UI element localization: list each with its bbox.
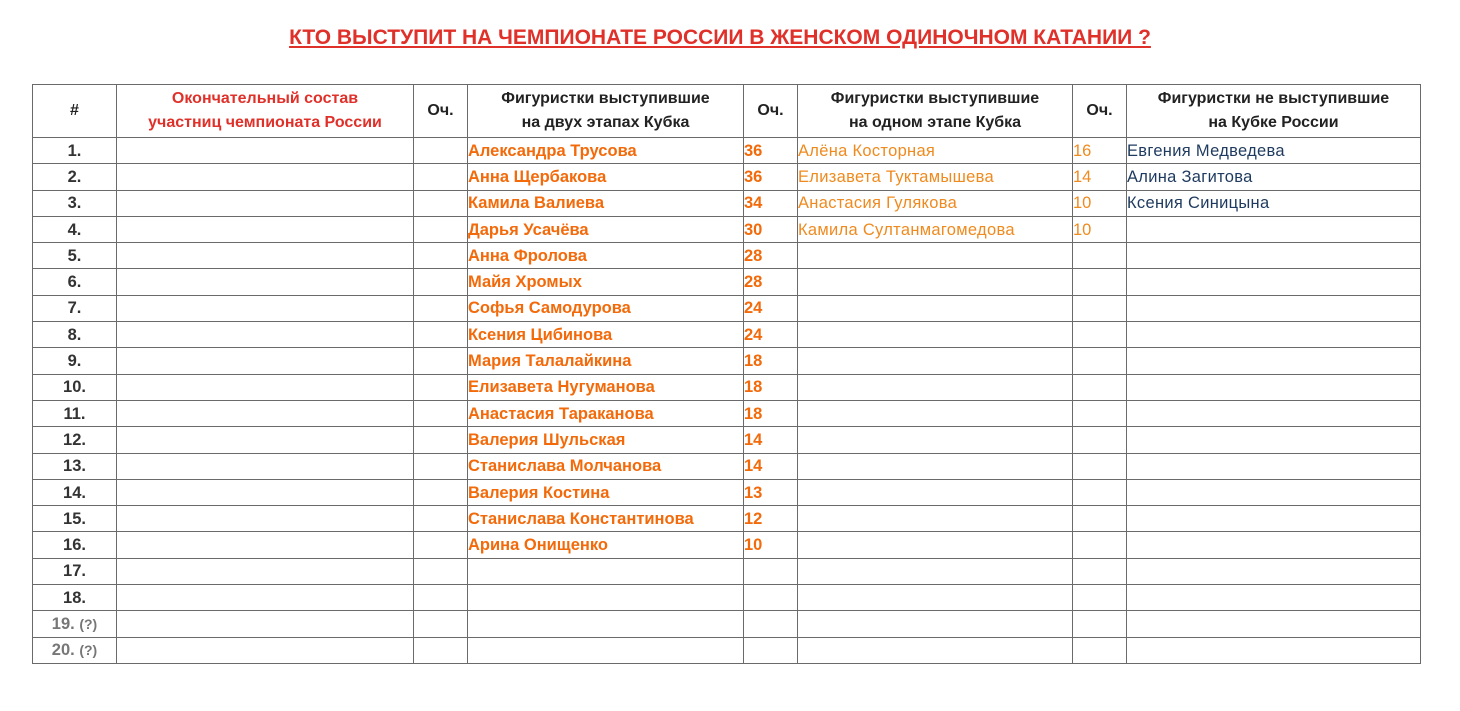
- one-stage-skater: [798, 453, 1073, 479]
- not-performed-skater: [1127, 611, 1421, 637]
- two-stages-skater: Арина Онищенко: [468, 532, 744, 558]
- table-row: [33, 374, 1421, 400]
- two-stages-skater: Камила Валиева: [468, 190, 744, 216]
- one-stage-score: [1073, 558, 1127, 584]
- header-one-stage: [798, 85, 1073, 138]
- two-stages-score: 12: [744, 506, 798, 532]
- final-score-cell: [414, 216, 468, 242]
- table-row: [33, 427, 1421, 453]
- one-stage-skater: [798, 243, 1073, 269]
- table-row: [33, 400, 1421, 426]
- not-performed-skater: Евгения Медведева: [1127, 138, 1421, 164]
- two-stages-score: [744, 585, 798, 611]
- not-performed-skater: [1127, 295, 1421, 321]
- row-number: [33, 164, 117, 190]
- row-number: [33, 190, 117, 216]
- one-stage-skater: [798, 611, 1073, 637]
- final-roster-cell: [117, 585, 414, 611]
- one-stage-score: 16: [1073, 138, 1127, 164]
- row-number-label: 8.: [67, 325, 82, 344]
- final-score-cell: [414, 427, 468, 453]
- final-roster-cell: [117, 532, 414, 558]
- final-score-cell: [414, 479, 468, 505]
- two-stages-skater: Анна Щербакова: [468, 164, 744, 190]
- table-row: [33, 322, 1421, 348]
- header-two-line1: Фигуристки выступившие: [501, 90, 710, 107]
- final-roster-cell: [117, 427, 414, 453]
- final-roster-cell: [117, 138, 414, 164]
- not-performed-skater: Алина Загитова: [1127, 164, 1421, 190]
- table-row: [33, 637, 1421, 663]
- one-stage-score: [1073, 322, 1127, 348]
- final-roster-cell: [117, 243, 414, 269]
- row-number-label: 4.: [67, 220, 82, 239]
- header-num-label: #: [70, 102, 79, 119]
- row-number: [33, 479, 117, 505]
- row-number: [33, 427, 117, 453]
- table-row: [33, 295, 1421, 321]
- final-score-cell: [414, 453, 468, 479]
- one-stage-score: [1073, 295, 1127, 321]
- two-stages-skater: Майя Хромых: [468, 269, 744, 295]
- final-roster-cell: [117, 295, 414, 321]
- final-roster-cell: [117, 164, 414, 190]
- not-performed-skater: [1127, 374, 1421, 400]
- two-stages-skater: [468, 558, 744, 584]
- table-row: [33, 479, 1421, 505]
- one-stage-skater: [798, 479, 1073, 505]
- one-stage-score: [1073, 506, 1127, 532]
- one-stage-score: [1073, 453, 1127, 479]
- header-two-stages: [468, 85, 744, 138]
- two-stages-skater: Елизавета Нугуманова: [468, 374, 744, 400]
- one-stage-skater: Анастасия Гулякова: [798, 190, 1073, 216]
- row-number: [33, 216, 117, 242]
- one-stage-skater: [798, 400, 1073, 426]
- table-row: [33, 453, 1421, 479]
- header-score-label: Оч.: [757, 102, 784, 119]
- header-final-line1: Окончательный состав: [171, 90, 359, 107]
- not-performed-skater: [1127, 400, 1421, 426]
- not-performed-skater: [1127, 637, 1421, 663]
- two-stages-score: 14: [744, 427, 798, 453]
- final-roster-cell: [117, 558, 414, 584]
- two-stages-skater: Мария Талалайкина: [468, 348, 744, 374]
- table-row: [33, 585, 1421, 611]
- final-roster-cell: [117, 637, 414, 663]
- two-stages-score: [744, 558, 798, 584]
- final-score-cell: [414, 164, 468, 190]
- not-performed-skater: [1127, 558, 1421, 584]
- one-stage-score: 10: [1073, 216, 1127, 242]
- row-number: [33, 637, 117, 663]
- two-stages-skater: Валерия Шульская: [468, 427, 744, 453]
- header-final-roster: [117, 85, 414, 138]
- row-number-label: 7.: [67, 299, 82, 318]
- row-number-label: 6.: [67, 273, 82, 292]
- one-stage-skater: [798, 269, 1073, 295]
- one-stage-score: [1073, 269, 1127, 295]
- one-stage-score: [1073, 374, 1127, 400]
- final-score-cell: [414, 243, 468, 269]
- row-number: [33, 611, 117, 637]
- row-number: [33, 243, 117, 269]
- header-score-label: Оч.: [427, 102, 454, 119]
- two-stages-skater: Анна Фролова: [468, 243, 744, 269]
- row-number: [33, 506, 117, 532]
- one-stage-score: [1073, 637, 1127, 663]
- final-score-cell: [414, 400, 468, 426]
- header-score-label: Оч.: [1086, 102, 1113, 119]
- two-stages-score: 36: [744, 164, 798, 190]
- header-none-line1: Фигуристки не выступившие: [1157, 90, 1390, 107]
- not-performed-skater: [1127, 585, 1421, 611]
- one-stage-score: [1073, 243, 1127, 269]
- two-stages-skater: Софья Самодурова: [468, 295, 744, 321]
- table-row: [33, 216, 1421, 242]
- row-number-qualifier: (?): [79, 615, 98, 632]
- two-stages-skater: Александра Трусова: [468, 138, 744, 164]
- final-score-cell: [414, 269, 468, 295]
- header-score-one: [1073, 85, 1127, 138]
- row-number-label: 19.: [51, 614, 75, 633]
- row-number: [33, 374, 117, 400]
- two-stages-score: 13: [744, 479, 798, 505]
- final-score-cell: [414, 611, 468, 637]
- two-stages-skater: Станислава Молчанова: [468, 453, 744, 479]
- one-stage-score: [1073, 348, 1127, 374]
- row-number: [33, 295, 117, 321]
- one-stage-skater: [798, 322, 1073, 348]
- table-row: [33, 164, 1421, 190]
- final-roster-cell: [117, 374, 414, 400]
- two-stages-score: 30: [744, 216, 798, 242]
- two-stages-skater: Валерия Костина: [468, 479, 744, 505]
- one-stage-skater: Камила Султанмагомедова: [798, 216, 1073, 242]
- one-stage-score: 10: [1073, 190, 1127, 216]
- not-performed-skater: [1127, 269, 1421, 295]
- row-number-label: 17.: [63, 562, 86, 581]
- header-two-line2: на двух этапах Кубка: [521, 114, 690, 131]
- table-row: [33, 611, 1421, 637]
- two-stages-skater: [468, 637, 744, 663]
- two-stages-score: 24: [744, 322, 798, 348]
- final-roster-cell: [117, 479, 414, 505]
- final-score-cell: [414, 585, 468, 611]
- one-stage-skater: [798, 374, 1073, 400]
- table-row: [33, 532, 1421, 558]
- row-number-qualifier: (?): [79, 642, 98, 659]
- final-score-cell: [414, 532, 468, 558]
- two-stages-skater: [468, 611, 744, 637]
- one-stage-score: [1073, 585, 1127, 611]
- not-performed-skater: [1127, 532, 1421, 558]
- two-stages-score: 24: [744, 295, 798, 321]
- row-number-label: 20.: [51, 641, 75, 660]
- row-number: [33, 453, 117, 479]
- row-number: [33, 348, 117, 374]
- row-number-label: 12.: [63, 430, 86, 449]
- two-stages-score: 18: [744, 348, 798, 374]
- not-performed-skater: [1127, 322, 1421, 348]
- one-stage-skater: [798, 585, 1073, 611]
- row-number-label: 15.: [63, 509, 86, 528]
- row-number: [33, 138, 117, 164]
- row-number-label: 14.: [63, 483, 86, 502]
- not-performed-skater: [1127, 243, 1421, 269]
- two-stages-score: 28: [744, 269, 798, 295]
- row-number-label: 1.: [67, 141, 82, 160]
- row-number-label: 2.: [67, 167, 82, 186]
- final-roster-cell: [117, 216, 414, 242]
- final-score-cell: [414, 295, 468, 321]
- table-row: [33, 243, 1421, 269]
- header-one-line1: Фигуристки выступившие: [830, 90, 1040, 107]
- two-stages-skater: Станислава Константинова: [468, 506, 744, 532]
- two-stages-score: [744, 637, 798, 663]
- final-score-cell: [414, 348, 468, 374]
- table-header-row: [33, 85, 1421, 138]
- one-stage-skater: [798, 558, 1073, 584]
- one-stage-score: 14: [1073, 164, 1127, 190]
- two-stages-skater: [468, 585, 744, 611]
- one-stage-skater: [798, 506, 1073, 532]
- row-number: [33, 532, 117, 558]
- one-stage-skater: [798, 295, 1073, 321]
- not-performed-skater: [1127, 348, 1421, 374]
- not-performed-skater: [1127, 506, 1421, 532]
- not-performed-skater: [1127, 453, 1421, 479]
- final-score-cell: [414, 637, 468, 663]
- row-number-label: 16.: [63, 536, 86, 555]
- two-stages-skater: Дарья Усачёва: [468, 216, 744, 242]
- two-stages-score: 28: [744, 243, 798, 269]
- one-stage-score: [1073, 427, 1127, 453]
- one-stage-skater: [798, 637, 1073, 663]
- header-one-line2: на одном этапе Кубка: [848, 114, 1022, 131]
- final-score-cell: [414, 558, 468, 584]
- one-stage-skater: [798, 348, 1073, 374]
- not-performed-skater: Ксения Синицына: [1127, 190, 1421, 216]
- table-row: [33, 506, 1421, 532]
- row-number: [33, 400, 117, 426]
- row-number-label: 18.: [63, 588, 86, 607]
- table-row: [33, 269, 1421, 295]
- table-row: [33, 190, 1421, 216]
- page-title: КТО ВЫСТУПИТ НА ЧЕМПИОНАТЕ РОССИИ В ЖЕНСКОМ ОДИНОЧНОМ КАТАНИИ ?: [289, 26, 1151, 49]
- final-score-cell: [414, 506, 468, 532]
- final-roster-cell: [117, 190, 414, 216]
- two-stages-score: 18: [744, 400, 798, 426]
- one-stage-skater: Алёна Косторная: [798, 138, 1073, 164]
- final-roster-cell: [117, 269, 414, 295]
- two-stages-score: 34: [744, 190, 798, 216]
- row-number: [33, 322, 117, 348]
- row-number-label: 11.: [63, 404, 86, 423]
- row-number-label: 5.: [67, 246, 82, 265]
- one-stage-score: [1073, 611, 1127, 637]
- row-number: [33, 558, 117, 584]
- final-score-cell: [414, 374, 468, 400]
- final-roster-cell: [117, 453, 414, 479]
- header-score-final: [414, 85, 468, 138]
- table-body: [33, 138, 1421, 664]
- header-final-line2: участниц чемпионата России: [148, 114, 382, 131]
- two-stages-score: 10: [744, 532, 798, 558]
- two-stages-score: [744, 611, 798, 637]
- header-score-two: [744, 85, 798, 138]
- final-score-cell: [414, 138, 468, 164]
- row-number: [33, 585, 117, 611]
- not-performed-skater: [1127, 479, 1421, 505]
- final-roster-cell: [117, 322, 414, 348]
- header-none-line2: на Кубке России: [1208, 114, 1339, 131]
- one-stage-score: [1073, 400, 1127, 426]
- table-row: [33, 138, 1421, 164]
- header-not-performed: [1127, 85, 1421, 138]
- not-performed-skater: [1127, 427, 1421, 453]
- final-score-cell: [414, 190, 468, 216]
- one-stage-skater: Елизавета Туктамышева: [798, 164, 1073, 190]
- not-performed-skater: [1127, 216, 1421, 242]
- table-row: [33, 348, 1421, 374]
- row-number-label: 3.: [67, 194, 82, 213]
- final-score-cell: [414, 322, 468, 348]
- one-stage-skater: [798, 532, 1073, 558]
- row-number: [33, 269, 117, 295]
- table-row: [33, 558, 1421, 584]
- one-stage-score: [1073, 479, 1127, 505]
- final-roster-cell: [117, 506, 414, 532]
- two-stages-skater: Ксения Цибинова: [468, 322, 744, 348]
- two-stages-score: 18: [744, 374, 798, 400]
- one-stage-score: [1073, 532, 1127, 558]
- final-roster-cell: [117, 348, 414, 374]
- one-stage-skater: [798, 427, 1073, 453]
- two-stages-score: 14: [744, 453, 798, 479]
- row-number-label: 13.: [63, 457, 86, 476]
- two-stages-score: 36: [744, 138, 798, 164]
- row-number-label: 10.: [63, 378, 86, 397]
- final-roster-cell: [117, 400, 414, 426]
- final-roster-cell: [117, 611, 414, 637]
- row-number-label: 9.: [67, 352, 82, 371]
- skaters-table: [32, 84, 1421, 664]
- two-stages-skater: Анастасия Тараканова: [468, 400, 744, 426]
- header-num: [33, 85, 117, 138]
